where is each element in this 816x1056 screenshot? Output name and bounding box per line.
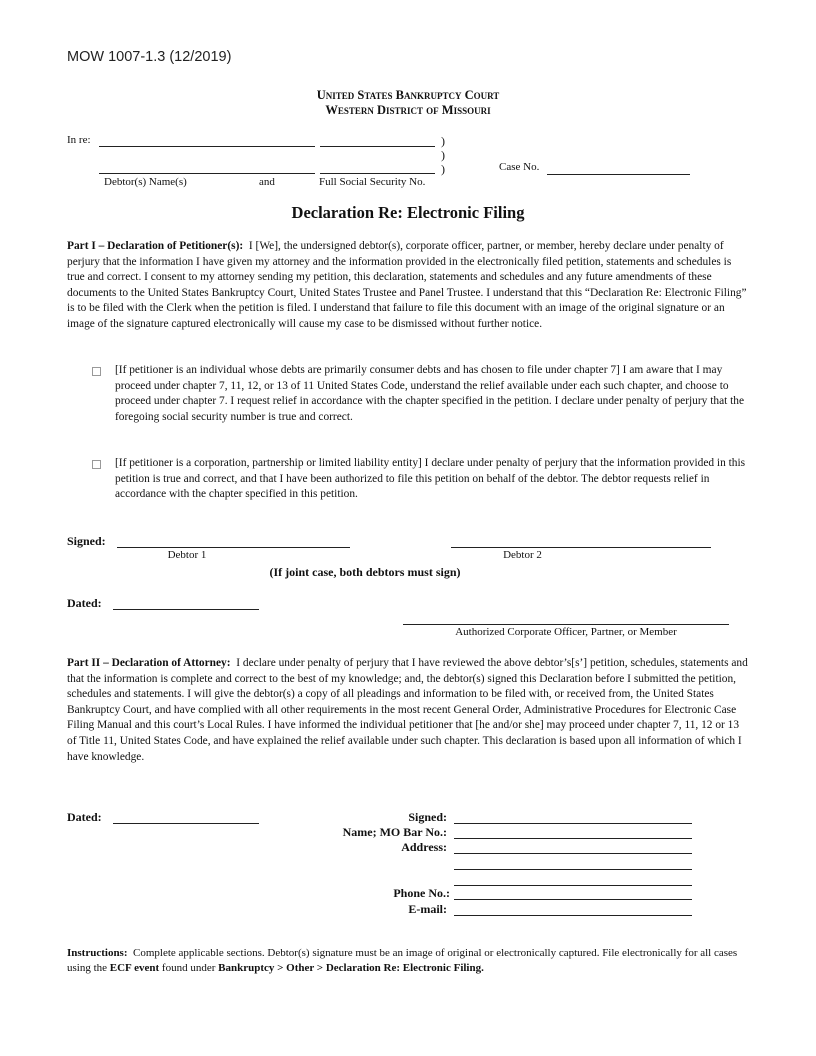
name-bar-label: Name; MO Bar No.:: [342, 825, 447, 839]
officer-label: Authorized Corporate Officer, Partner, or Member: [455, 626, 677, 638]
caption-paren-1: ): [441, 134, 445, 148]
attorney-signature-line[interactable]: [454, 823, 692, 824]
attorney-signed-label: Signed:: [408, 810, 447, 824]
part2-heading: Part II – Declaration of Attorney:: [67, 657, 231, 669]
email-field[interactable]: [454, 915, 692, 916]
document-title: Declaration Re: Electronic Filing: [291, 203, 525, 222]
ssn-field-2[interactable]: [320, 173, 435, 174]
caption-paren-2: ): [441, 148, 445, 162]
address-field-1[interactable]: [454, 853, 692, 854]
address-label: Address:: [401, 840, 447, 854]
phone-field[interactable]: [454, 899, 692, 900]
form-id: MOW 1007-1.3 (12/2019): [67, 49, 232, 65]
option-individual-text: [If petitioner is an individual whose debts are primarily consumer debts and has chosen to file under chapter 7] I am aware that I may proceed under chapter 7, 11, 12, or 13 of 11 United States Code, understand the relief available under each such chapter, and choose to proceed under chapter 7. I request relief in accordance with the chapter specified in the petition. I declare under penalty of perjury that the foregoing social security number is true and correct.: [115, 364, 745, 423]
court-name: United States Bankruptcy Court: [316, 88, 500, 102]
petitioner-date-field[interactable]: [113, 609, 259, 610]
ssn-field-1[interactable]: [320, 146, 435, 147]
part1-paragraph: [67, 239, 750, 333]
part1-heading: Part I – Declaration of Petitioner(s):: [67, 240, 244, 252]
dated-label: Dated:: [67, 596, 102, 610]
instructions-text-2: found under: [161, 961, 216, 974]
debtor-name-field-2[interactable]: [99, 173, 315, 174]
debtor-name-field-1[interactable]: [99, 146, 315, 147]
joint-case-note: (If joint case, both debtors must sign): [269, 565, 461, 579]
individual-checkbox[interactable]: [92, 367, 101, 376]
part2-body: I declare under penalty of perjury that I have reviewed the above debtor’s[s’] petition, schedules, statements and that the information is complete and correct to the best of my knowledge; and, the debtor(s) signed this Declaration before I submitted the petition, schedules and statements. I will give the debtor(s) a copy of all pleadings and information to be filed with, or received from, the United States Bankruptcy Court, and have complied with all other requirements in the most recent General Order, Administrative Procedures for Electronic Case Filing Manual and this court’s Local Rules. I have informed the individual petitioner that [he and/or she] may proceed under chapter 7, 11, 12 or 13 of Title 11, United States Code, and have explained the relief available under such chapter. This declaration is based upon all information of which I have knowledge.: [67, 657, 748, 763]
court-district: Western District of Missouri: [325, 103, 491, 117]
address-field-2[interactable]: [454, 869, 692, 870]
case-no-label: Case No.: [499, 161, 540, 173]
instructions-label: Instructions:: [67, 947, 128, 959]
and-label: and: [259, 176, 275, 188]
debtor1-label: Debtor 1: [167, 549, 207, 561]
in-re-label: In re:: [67, 134, 91, 146]
corporation-checkbox[interactable]: [92, 460, 101, 469]
ssn-label: Full Social Security No.: [319, 176, 426, 188]
instructions-event-path: Bankruptcy > Other > Declaration Re: Electronic Filing.: [218, 961, 484, 974]
signed-label: Signed:: [67, 534, 106, 548]
debtor2-signature-line[interactable]: [451, 547, 711, 548]
attorney-dated-label: Dated:: [67, 810, 102, 824]
part2-paragraph: [67, 656, 750, 765]
name-bar-field[interactable]: [454, 838, 692, 839]
option-corporation-text: [If petitioner is a corporation, partnership or limited liability entity] I declare under penalty of perjury that the information provided in this petition is true and correct, and that I have been authorized to file this petition on behalf of the debtor. The debtor requests relief in accordance with the chapter specified in this petition.: [115, 457, 746, 501]
debtor1-signature-line[interactable]: [117, 547, 350, 548]
case-no-field[interactable]: [547, 174, 690, 175]
part1-body: I [We], the undersigned debtor(s), corporate officer, partner, or member, hereby declare under penalty of perjury that the information I have given my attorney and the information provided in the electronically filed petition, statements and schedules is true and correct. I consent to my attorney sending my petition, this declaration, statements and schedules and any future amendments of these documents to the United States Bankruptcy Court, United States Trustee and Panel Trustee. I understand that this “Declaration Re: Electronic Filing” is to be filed with the Clerk when the petition is filed. I understand that failure to file this document with an image of the original signature or an image of the signature captured electronically will cause my case to be dismissed without further notice.: [67, 240, 747, 330]
attorney-date-field[interactable]: [113, 823, 259, 824]
instructions-ecf-event: ECF event: [109, 961, 160, 974]
debtor-names-label: Debtor(s) Name(s): [104, 176, 187, 188]
address-field-3[interactable]: [454, 885, 692, 886]
phone-label: Phone No.:: [393, 886, 450, 900]
debtor2-label: Debtor 2: [503, 549, 542, 561]
instructions: [67, 946, 757, 975]
instructions-text-1: Complete applicable sections. Debtor(s) signature must be an image of original or electronically captured. File electronically for all cases using the: [67, 947, 738, 974]
caption-paren-3: ): [441, 162, 445, 176]
email-label: E-mail:: [408, 902, 447, 916]
officer-signature-line[interactable]: [403, 624, 729, 625]
